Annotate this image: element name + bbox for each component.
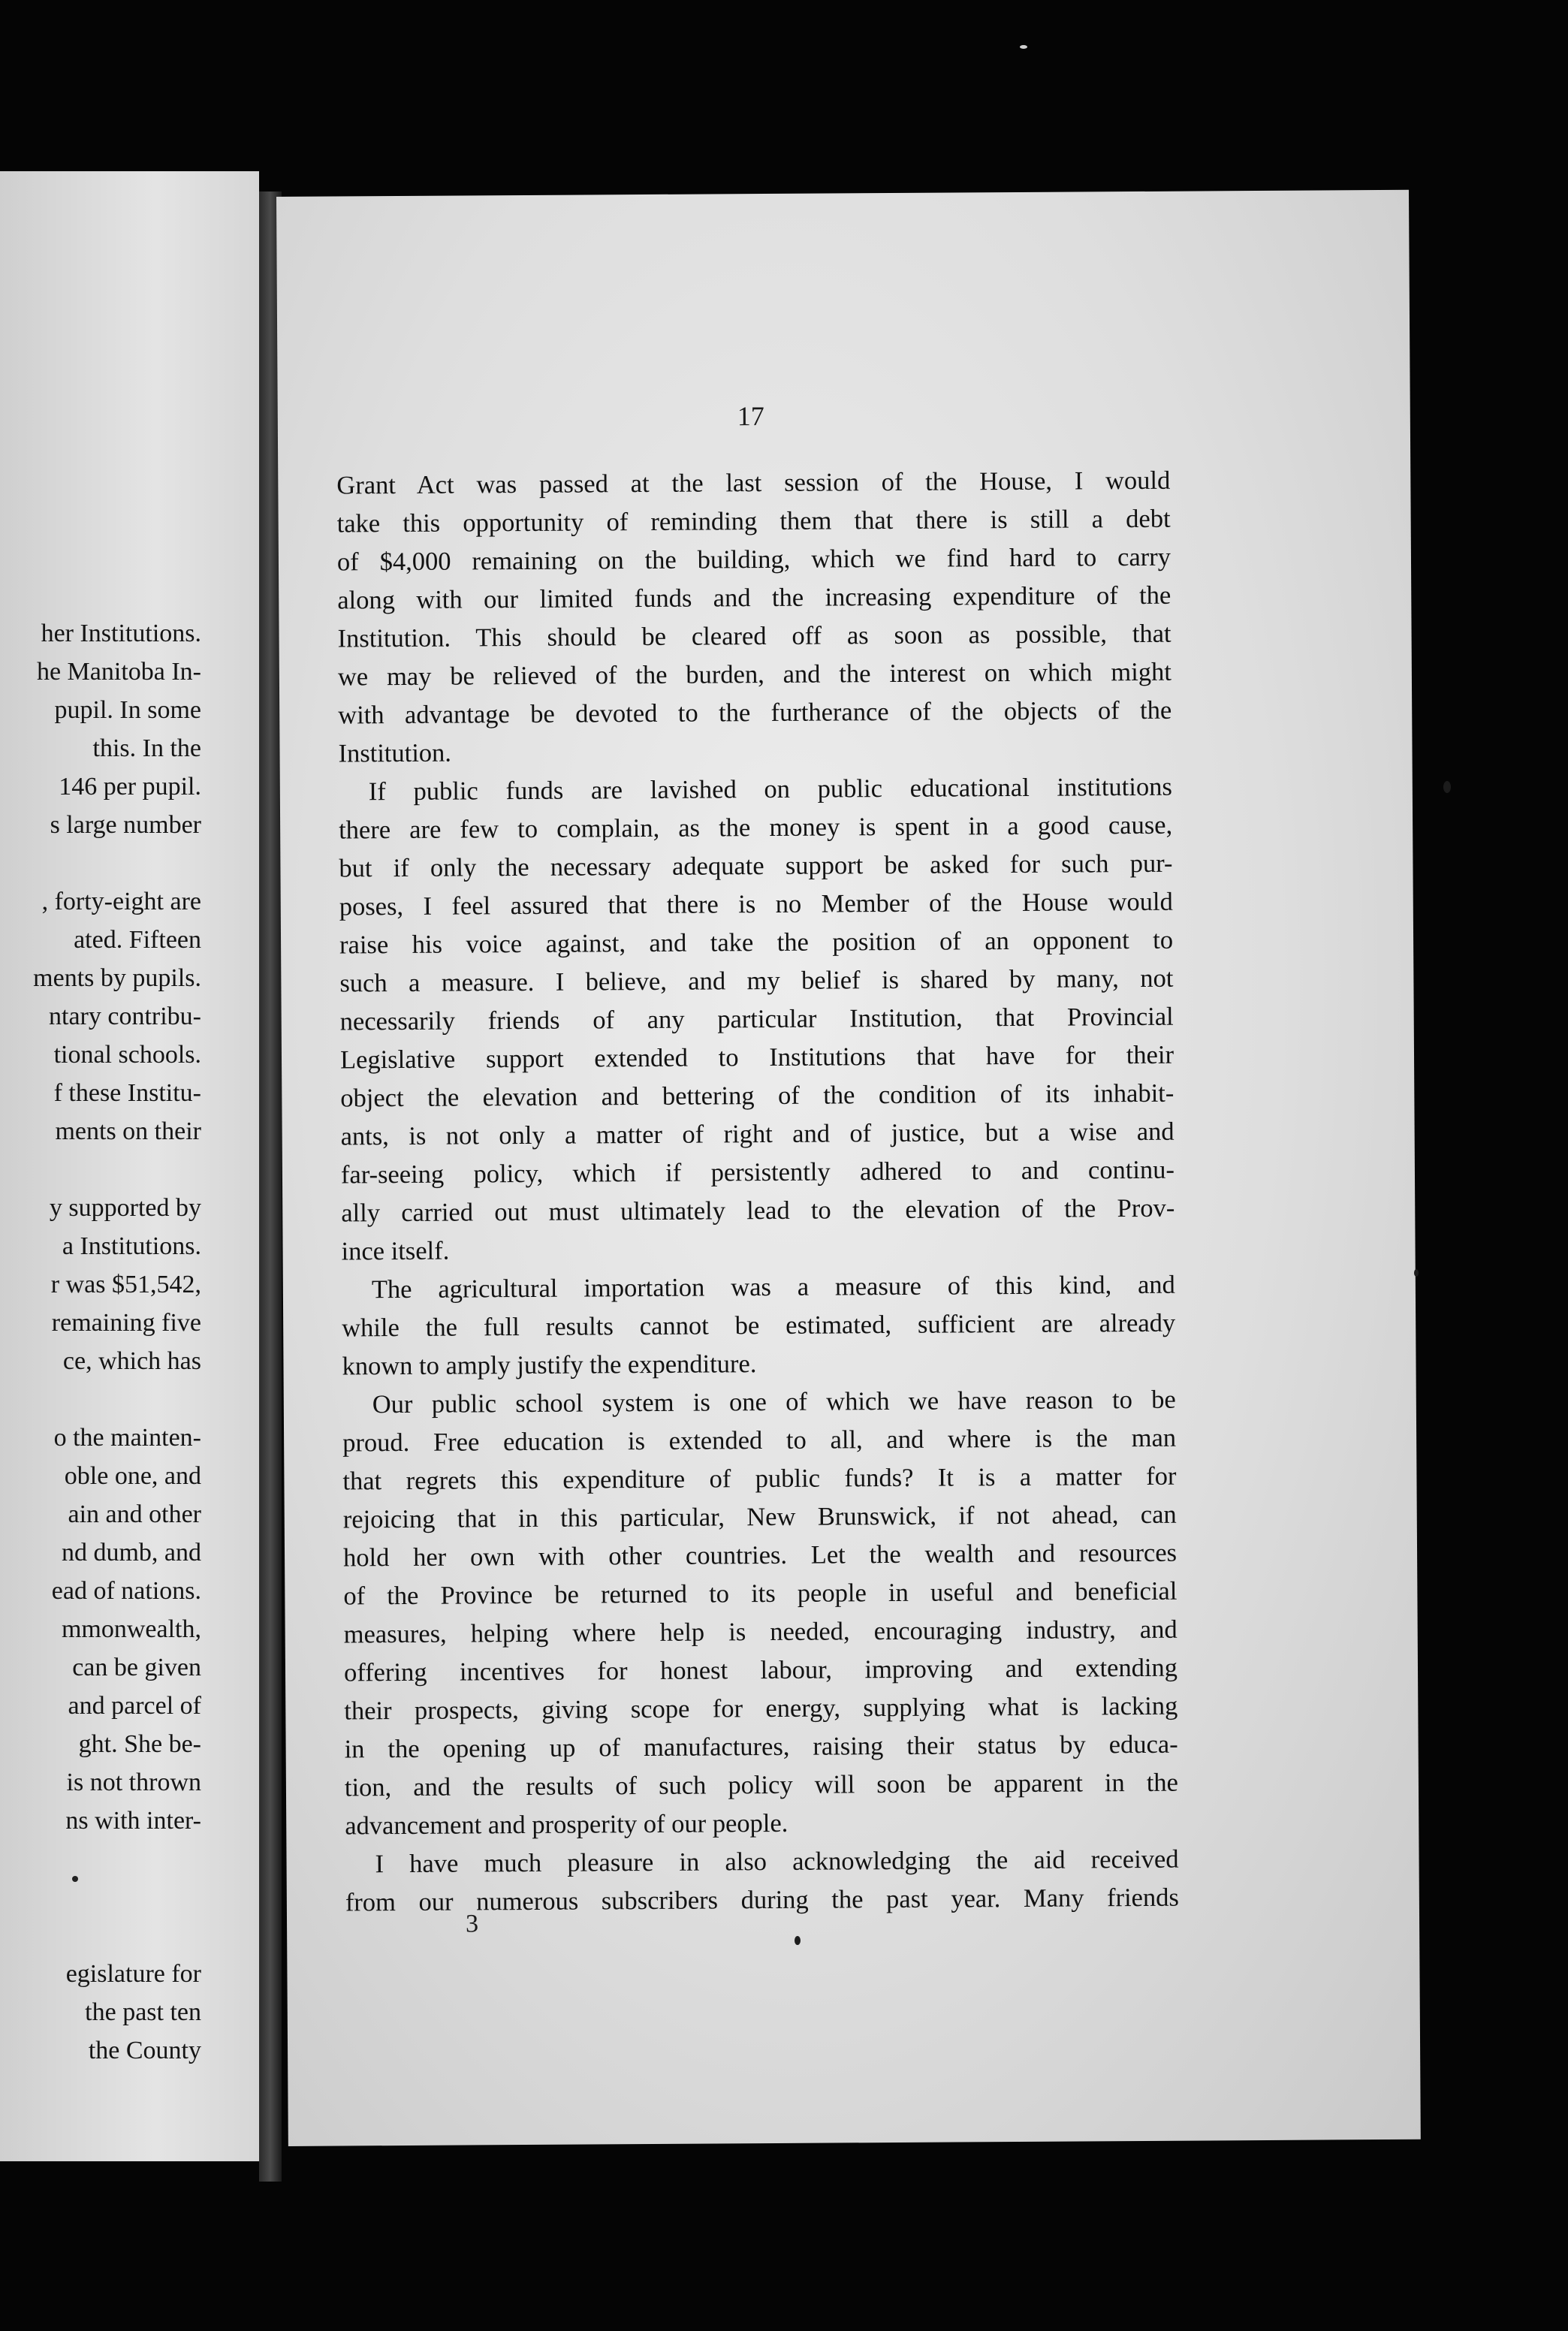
- text-line: with advantage be devoted to the furtherance of the objects of the: [338, 695, 1172, 730]
- text-line: while the full results cannot be estimated, sufficient are already: [342, 1308, 1176, 1343]
- text-line: known to amply justify the expenditure.: [342, 1349, 757, 1381]
- left-page-gap: [0, 1150, 201, 1189]
- left-page-line: nd dumb, and: [61, 1539, 201, 1567]
- left-page-line: o the mainten-: [53, 1424, 201, 1452]
- left-page-line: s large number: [50, 811, 201, 839]
- text-line: ince itself.: [341, 1236, 450, 1266]
- left-page-line: her Institutions.: [41, 620, 201, 647]
- left-page-gap: [0, 1878, 201, 1916]
- left-page-line: mmonwealth,: [61, 1615, 201, 1643]
- left-page-line: ntary contribu-: [49, 1003, 201, 1030]
- text-line: of the Province be returned to its people in useful and beneficial: [343, 1576, 1178, 1611]
- body-text: [336, 462, 1179, 1922]
- left-page-line: ments by pupils.: [33, 964, 201, 992]
- text-line: I have much pleasure in also acknowledging the aid received: [375, 1844, 1179, 1879]
- left-page-gap: [0, 1840, 201, 1878]
- left-page-gap: [0, 1380, 201, 1419]
- dust-speck: [795, 1936, 801, 1945]
- left-page-line: ce, which has: [62, 1347, 201, 1375]
- left-page-line: is not thrown: [66, 1769, 201, 1796]
- text-line: such a measure. I believe, and my belief is shared by many, not: [339, 963, 1174, 998]
- left-page-dot: [72, 1876, 78, 1882]
- left-page-line: oble one, and: [64, 1462, 201, 1490]
- left-page-line: r was $51,542,: [50, 1271, 201, 1298]
- text-line: If public funds are lavished on public educational institutions: [368, 772, 1172, 807]
- text-line: their prospects, giving scope for energy, supplying what is lacking: [344, 1691, 1178, 1726]
- left-page-line: ments on their: [55, 1117, 201, 1145]
- dust-speck: [1414, 1269, 1419, 1277]
- left-page-line: can be given: [72, 1654, 201, 1681]
- text-line: rejoicing that in this particular, New Brunswick, if not ahead, can: [342, 1500, 1177, 1534]
- signature-mark: 3: [465, 1910, 479, 1938]
- text-line: necessarily friends of any particular Institution, that Provincial: [339, 1002, 1174, 1036]
- text-line: Institution. This should be cleared off as soon as possible, that: [337, 619, 1171, 653]
- left-page-line: 146 per pupil.: [59, 773, 201, 801]
- text-line: ants, is not only a matter of right and of justice, but a wise and: [340, 1117, 1174, 1151]
- left-page-line: tional schools.: [53, 1041, 201, 1069]
- text-line: we may be relieved of the burden, and the interest on which might: [337, 657, 1172, 692]
- text-line: raise his voice against, and take the position of an opponent to: [339, 925, 1174, 960]
- left-page-line: ght. She be-: [78, 1730, 201, 1758]
- left-page-line: remaining five: [51, 1309, 201, 1337]
- left-page: [0, 171, 259, 2161]
- dust-speck: [1443, 781, 1451, 793]
- text-line: poses, I feel assured that there is no Member of the House would: [339, 887, 1173, 921]
- left-page-gap: [0, 844, 201, 882]
- left-page-line: ead of nations.: [51, 1577, 201, 1605]
- text-line: ally carried out must ultimately lead to the elevation of the Prov-: [341, 1193, 1175, 1228]
- page-number: 17: [737, 401, 764, 432]
- left-page-line: pupil. In some: [54, 696, 201, 724]
- left-page-line: and parcel of: [68, 1692, 201, 1720]
- text-line: but if only the necessary adequate support be asked for such pur-: [339, 849, 1173, 883]
- text-line: Institution.: [338, 738, 452, 768]
- text-line: there are few to complain, as the money is spent in a good cause,: [339, 810, 1173, 845]
- text-line: from our numerous subscribers during the past year. Many friends: [345, 1883, 1179, 1917]
- text-line: of $4,000 remaining on the building, which we find hard to carry: [336, 542, 1171, 577]
- text-line: in the opening up of manufactures, raising their status by educa-: [344, 1729, 1178, 1764]
- text-line: Grant Act was passed at the last session of the House, I would: [336, 466, 1171, 500]
- right-page: [276, 190, 1421, 2146]
- text-line: proud. Free education is extended to all, and where is the man: [342, 1423, 1177, 1458]
- dust-speck: [1020, 45, 1027, 49]
- text-line: hold her own with other countries. Let the wealth and resources: [342, 1538, 1178, 1573]
- left-page-line: the past ten: [85, 1998, 201, 2026]
- left-page-line: ated. Fifteen: [74, 926, 201, 954]
- text-line: object the elevation and bettering of the condition of its inhabit-: [340, 1078, 1174, 1113]
- text-line: along with our limited funds and the increasing expenditure of the: [337, 580, 1171, 615]
- left-page-line: ns with inter-: [65, 1807, 201, 1835]
- left-page-line: this. In the: [92, 734, 201, 762]
- left-page-line: he Manitoba In-: [36, 658, 201, 686]
- left-page-line: egislature for: [65, 1960, 201, 1988]
- left-page-line: , forty-eight are: [41, 888, 201, 915]
- left-page-line: y supported by: [49, 1194, 201, 1222]
- left-page-line: a Institutions.: [62, 1232, 201, 1260]
- text-line: Our public school system is one of which we have reason to be: [372, 1385, 1176, 1419]
- text-line: that regrets this expenditure of public funds? It is a matter for: [342, 1461, 1177, 1496]
- text-line: measures, helping where help is needed, encouraging industry, and: [343, 1615, 1178, 1649]
- text-line: far-seeing policy, which if persistently adhered to and continu-: [340, 1155, 1175, 1190]
- left-page-line: f these Institu-: [53, 1079, 201, 1107]
- text-line: advancement and prosperity of our people.: [345, 1808, 789, 1841]
- text-line: tion, and the results of such policy will soon be apparent in the: [344, 1768, 1179, 1802]
- text-line: The agricultural importation was a measure of this kind, and: [371, 1270, 1175, 1304]
- left-page-gap: [0, 1916, 201, 1955]
- left-page-line: ain and other: [68, 1500, 201, 1528]
- left-page-line: the County: [88, 2037, 201, 2064]
- text-line: offering incentives for honest labour, improving and extending: [343, 1653, 1178, 1687]
- text-line: take this opportunity of reminding them that there is still a debt: [336, 504, 1171, 538]
- left-page-text: [0, 614, 201, 2070]
- text-line: Legislative support extended to Institutions that have for their: [339, 1040, 1174, 1075]
